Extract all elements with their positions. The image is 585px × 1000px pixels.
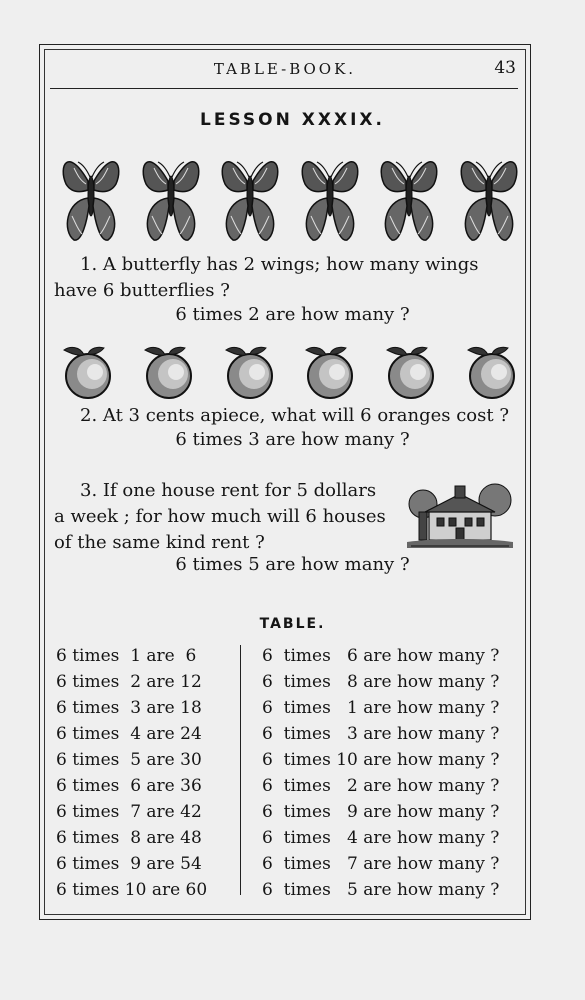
table-right-row: 6 times 6 are how many ? xyxy=(262,646,500,666)
house-illustration xyxy=(405,482,515,554)
table-title: TABLE. xyxy=(259,616,326,632)
problem-2-question: 6 times 3 are how many ? xyxy=(175,429,410,450)
table-left-row: 6 times 3 are 18 xyxy=(56,698,202,718)
table-left-row: 6 times 4 are 24 xyxy=(56,724,202,744)
table-right-row: 6 times 10 are how many ? xyxy=(262,750,500,770)
table-column-divider xyxy=(240,645,241,895)
house-icon xyxy=(405,482,515,550)
problem-1 xyxy=(54,252,524,304)
page-number: 43 xyxy=(494,58,516,78)
table-left-row: 6 times 6 are 36 xyxy=(56,776,202,796)
table-left-row: 6 times 10 are 60 xyxy=(56,880,208,900)
problem-1-line-1: 1. A butterfly has 2 wings; how many wings xyxy=(80,254,479,275)
problem-3-line-1: 3. If one house rent for 5 dollars xyxy=(80,480,377,501)
table-right-row: 6 times 3 are how many ? xyxy=(262,724,500,744)
table-left-column xyxy=(56,643,207,903)
table-left-row: 6 times 1 are 6 xyxy=(56,646,197,666)
butterfly-icon xyxy=(140,146,202,246)
table-left-row: 6 times 9 are 54 xyxy=(56,854,202,874)
problem-3-line-3: of the same kind rent ? xyxy=(54,532,265,553)
table-right-row: 6 times 2 are how many ? xyxy=(262,776,500,796)
problem-3 xyxy=(54,478,404,556)
problem-2 xyxy=(54,403,524,429)
problem-2-line-1: 2. At 3 cents apiece, what will 6 oranges cost ? xyxy=(80,405,509,426)
lesson-title: LESSON XXXIX. xyxy=(200,110,385,130)
table-right-row: 6 times 1 are how many ? xyxy=(262,698,500,718)
butterfly-row xyxy=(60,146,520,246)
orange-icon xyxy=(222,344,278,400)
running-head xyxy=(50,56,520,86)
butterfly-icon xyxy=(458,146,520,246)
table-right-column xyxy=(262,643,499,903)
table-right-row: 6 times 5 are how many ? xyxy=(262,880,500,900)
table-left-row: 6 times 5 are 30 xyxy=(56,750,202,770)
orange-icon xyxy=(141,344,197,400)
problem-1-question: 6 times 2 are how many ? xyxy=(175,304,410,325)
orange-row xyxy=(60,344,520,400)
butterfly-icon xyxy=(60,146,122,246)
problem-3-question: 6 times 5 are how many ? xyxy=(175,554,410,575)
table-right-row: 6 times 4 are how many ? xyxy=(262,828,500,848)
table-left-row: 6 times 8 are 48 xyxy=(56,828,202,848)
butterfly-icon xyxy=(299,146,361,246)
orange-icon xyxy=(60,344,116,400)
problem-3-line-2: a week ; for how much will 6 houses xyxy=(54,506,386,527)
butterfly-icon xyxy=(378,146,440,246)
orange-icon xyxy=(383,344,439,400)
header-rule xyxy=(50,88,518,89)
butterfly-icon xyxy=(219,146,281,246)
table-right-row: 6 times 8 are how many ? xyxy=(262,672,500,692)
table-right-row: 6 times 9 are how many ? xyxy=(262,802,500,822)
running-title: TABLE-BOOK. xyxy=(213,60,357,78)
problem-1-line-2: have 6 butterflies ? xyxy=(54,280,230,301)
orange-icon xyxy=(464,344,520,400)
table-left-row: 6 times 2 are 12 xyxy=(56,672,202,692)
table-left-row: 6 times 7 are 42 xyxy=(56,802,202,822)
table-right-row: 6 times 7 are how many ? xyxy=(262,854,500,874)
orange-icon xyxy=(302,344,358,400)
